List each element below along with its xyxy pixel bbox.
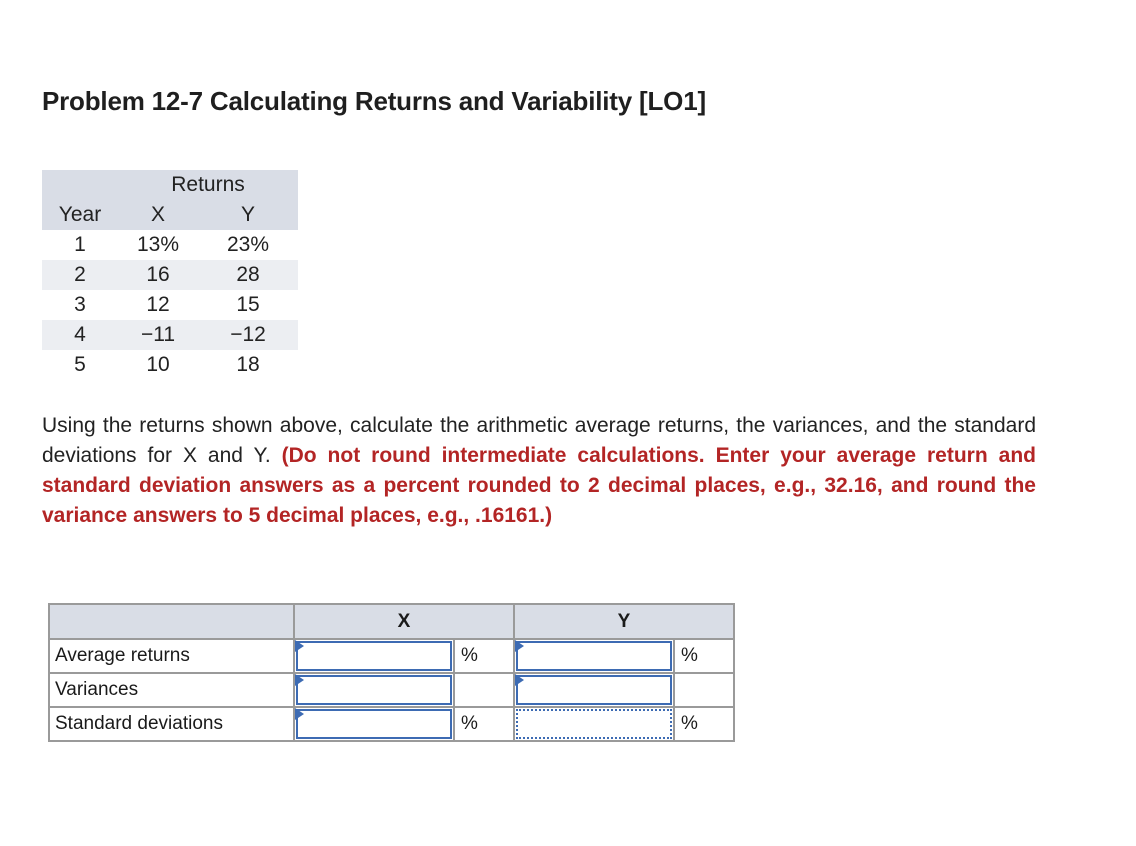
x-return-cell: 16 [118, 260, 198, 290]
table-row [42, 320, 298, 350]
table-row [42, 230, 298, 260]
instructions-emphasis: (Do not round intermediate calculations. Enter your average return and standard deviation answers as a percent rounded to 2 decimal places, e.g., 32.16, and round the variance answers to 5 decimal places, e.g., .16161.) [42, 444, 1036, 527]
variance-y-input[interactable] [514, 673, 674, 707]
answer-row-standard-deviations [49, 707, 734, 741]
average-return-y-input[interactable] [514, 639, 674, 673]
table-row [42, 350, 298, 380]
row-label: Standard deviations [49, 707, 294, 741]
input-box[interactable] [516, 709, 672, 739]
answer-table [48, 603, 735, 742]
flag-marker-icon [295, 708, 304, 720]
answer-y-header: Y [514, 604, 734, 639]
input-box[interactable] [516, 641, 672, 671]
variance-x-input[interactable] [294, 673, 454, 707]
x-return-cell: 13% [136, 233, 180, 256]
year-cell: 3 [74, 293, 86, 316]
year-cell: 2 [42, 260, 118, 290]
y-return-cell: 18 [236, 353, 260, 376]
answer-row-average-returns [49, 639, 734, 673]
table-row [42, 260, 298, 290]
returns-group-header: Returns [118, 170, 298, 200]
answer-row-variances [49, 673, 734, 707]
instructions-text [42, 411, 1036, 531]
input-box[interactable] [296, 709, 452, 739]
year-cell: 5 [74, 353, 86, 376]
y-return-cell: 28 [198, 260, 298, 290]
flag-marker-icon [295, 674, 304, 686]
x-return-cell: 12 [146, 293, 170, 316]
row-label: Variances [49, 673, 294, 707]
input-box[interactable] [296, 641, 452, 671]
year-header-spacer [42, 170, 118, 200]
std-dev-y-input[interactable] [514, 707, 674, 741]
year-cell: 1 [74, 233, 86, 256]
empty-unit [674, 673, 734, 707]
empty-unit [454, 673, 514, 707]
average-return-x-input[interactable] [294, 639, 454, 673]
percent-unit: % [674, 707, 734, 741]
std-dev-x-input[interactable] [294, 707, 454, 741]
percent-unit: % [454, 639, 514, 673]
flag-marker-icon [515, 640, 524, 652]
answer-x-header: X [294, 604, 514, 639]
returns-data-table [42, 170, 298, 380]
x-return-cell: 10 [146, 353, 170, 376]
x-column-header: X [118, 200, 198, 230]
percent-unit: % [454, 707, 514, 741]
x-return-cell: −11 [118, 320, 198, 350]
y-column-header: Y [198, 200, 298, 230]
percent-unit: % [674, 639, 734, 673]
flag-marker-icon [515, 674, 524, 686]
y-return-cell: 15 [236, 293, 260, 316]
y-return-cell: 23% [226, 233, 270, 256]
input-box[interactable] [296, 675, 452, 705]
answer-header-spacer [49, 604, 294, 639]
y-return-cell: −12 [198, 320, 298, 350]
table-row [42, 290, 298, 320]
instructions-normal: Using the returns shown above, calculate the arithmetic average returns, the variances, and the standard deviations for X and Y. [42, 414, 1036, 467]
year-cell: 4 [42, 320, 118, 350]
input-box[interactable] [516, 675, 672, 705]
row-label: Average returns [49, 639, 294, 673]
year-column-header: Year [42, 200, 118, 230]
flag-marker-icon [295, 640, 304, 652]
problem-title: Problem 12-7 Calculating Returns and Variability [LO1] [42, 86, 706, 116]
